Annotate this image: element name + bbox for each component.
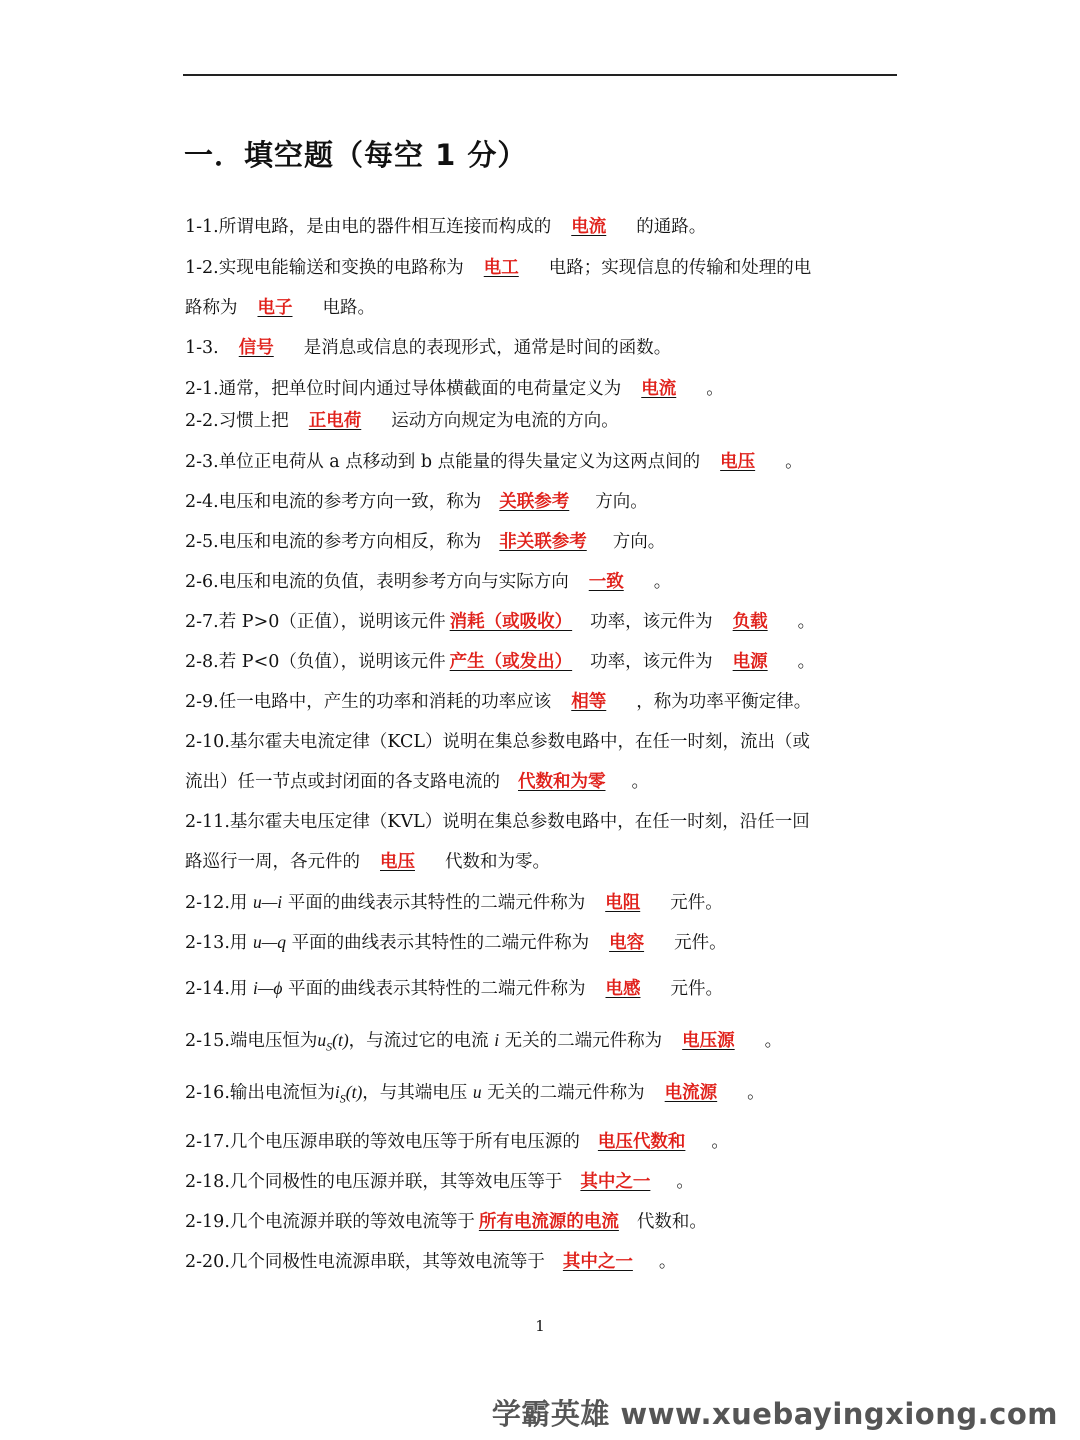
- answer-text: 信号: [238, 338, 274, 358]
- question-text: 2-4.电压和电流的参考方向一致，称为: [185, 492, 482, 512]
- question-text: 方向。: [595, 492, 648, 512]
- answer-blank: [446, 652, 591, 672]
- question-text: 功率，该元件为: [590, 652, 713, 672]
- question-text: 2-10.基尔霍夫电流定律（KCL）说明在集总参数电路中，在任一时刻，流出（或: [185, 732, 810, 752]
- question-text: 电路。: [322, 298, 375, 318]
- answer-blank: [569, 572, 654, 592]
- answer-blank: [481, 532, 613, 552]
- answer-blank: [219, 338, 304, 358]
- answer-text: 负载: [732, 612, 768, 632]
- question-line: [185, 1169, 694, 1195]
- answer-text: 电流: [571, 217, 607, 237]
- question-line: [185, 849, 550, 875]
- math-symbol: (t): [332, 1030, 349, 1050]
- answer-blank: [562, 1172, 676, 1192]
- math-symbol: u: [317, 1030, 327, 1050]
- question-text: 元件。: [670, 979, 723, 999]
- question-text: 运动方向规定为电流的方向。: [391, 411, 619, 431]
- question-text: 1-1.所谓电路，是由电的器件相互连接而构成的: [185, 217, 552, 237]
- question-text: 2-15.端电压恒为: [185, 1031, 318, 1051]
- question-text: 2-19.几个电流源并联的等效电流等于: [185, 1212, 475, 1232]
- question-text: 2-1.通常，把单位时间内通过导体横截面的电荷量定义为: [185, 379, 622, 399]
- answer-text: 电子: [257, 298, 293, 318]
- top-rule: [183, 74, 897, 76]
- answer-blank: [621, 379, 706, 399]
- answer-blank: [475, 1212, 637, 1232]
- answer-text: 关联参考: [499, 492, 570, 512]
- question-text: 平面的曲线表示其特性的二端元件称为: [286, 933, 590, 953]
- answer-blank: [586, 979, 671, 999]
- answer-blank: [585, 893, 670, 913]
- answer-blank: [446, 612, 591, 632]
- answer-text: 电流源: [664, 1083, 718, 1103]
- question-text: 是消息或信息的表现形式，通常是时间的函数。: [303, 338, 672, 358]
- question-line: [185, 214, 706, 240]
- question-text: 2-9.任一电路中，产生的功率和消耗的功率应该: [185, 692, 552, 712]
- question-text: 无关的二端元件称为: [481, 1083, 645, 1103]
- math-symbol: u: [472, 1082, 482, 1102]
- question-text: 代数和为零。: [445, 852, 550, 872]
- question-line: [185, 649, 815, 675]
- question-text: 2-17.几个电压源串联的等效电压等于所有电压源的: [185, 1132, 580, 1152]
- question-text: 1-3.: [185, 338, 219, 358]
- question-text: 方向。: [612, 532, 666, 552]
- answer-blank: [289, 411, 392, 431]
- question-text: 。: [785, 452, 803, 472]
- answer-blank: [545, 1252, 659, 1272]
- question-line: [185, 929, 727, 955]
- answer-text: 电源: [732, 652, 768, 672]
- answer-text: 代数和为零: [518, 772, 606, 792]
- question-line: [185, 769, 649, 795]
- question-line: [185, 975, 723, 1001]
- question-text: 2-2.习惯上把: [185, 411, 289, 431]
- question-text: 元件。: [674, 933, 727, 953]
- question-line: [185, 1209, 707, 1235]
- answer-blank: [645, 1083, 748, 1103]
- question-text: 平面的曲线表示其特性的二端元件称为: [282, 893, 586, 913]
- answer-text: 相等: [571, 692, 607, 712]
- question-text: 2-16.输出电流恒为: [185, 1083, 335, 1103]
- question-text: 。: [797, 612, 816, 632]
- question-text: 元件。: [670, 893, 723, 913]
- answer-blank: [481, 492, 595, 512]
- question-text: 1-2.实现电能输送和变换的电路称为: [185, 258, 464, 278]
- page-number: 1: [535, 1317, 545, 1335]
- watermark: 学霸英雄 www.xuebayingxiong.com: [491, 1397, 1058, 1431]
- question-text: 2-11.基尔霍夫电压定律（KVL）说明在集总参数电路中，在任一时刻，沿任一回: [185, 812, 810, 832]
- answer-blank: [551, 692, 636, 712]
- question-line: [185, 529, 665, 555]
- answer-text: 正电荷: [308, 411, 362, 431]
- question-line: [185, 1027, 782, 1053]
- question-text: ，与其端电压: [362, 1083, 473, 1103]
- answer-text: 消耗（或吸收）: [449, 612, 573, 632]
- answer-blank: [662, 1031, 765, 1051]
- question-text: 。: [658, 1252, 677, 1272]
- answer-text: 电压代数和: [597, 1132, 686, 1152]
- answer-blank: [238, 298, 323, 318]
- question-line: [185, 689, 811, 715]
- answer-blank: [464, 258, 549, 278]
- answer-text: 产生（或发出）: [449, 652, 573, 672]
- answer-text: 电压: [720, 452, 756, 472]
- answer-text: 电工: [483, 258, 519, 278]
- question-line: [185, 729, 810, 755]
- question-text: 的通路。: [636, 217, 707, 237]
- question-line: [185, 449, 803, 475]
- answer-blank: [500, 772, 632, 792]
- math-symbol: i—ϕ: [252, 978, 283, 998]
- answer-blank: [360, 852, 445, 872]
- question-line: [185, 408, 619, 434]
- question-text: 电路；实现信息的传输和处理的电: [548, 258, 812, 278]
- answer-blank: [589, 933, 674, 953]
- math-symbol: i: [334, 1082, 340, 1102]
- question-line: [185, 1249, 676, 1275]
- math-symbol: (t): [345, 1082, 363, 1102]
- question-text: 2-6.电压和电流的负值，表明参考方向与实际方向: [185, 572, 569, 592]
- question-text: 。: [676, 1172, 694, 1192]
- section-title: 一．填空题（每空 1 分）: [184, 138, 528, 172]
- question-text: 。: [706, 379, 724, 399]
- question-text: 。: [764, 1031, 783, 1051]
- answer-blank: [580, 1132, 712, 1152]
- question-text: 2-8.若 P<0（负值），说明该元件: [185, 652, 446, 672]
- math-symbol: i: [494, 1030, 500, 1050]
- question-line: [185, 809, 810, 835]
- answer-text: 电容: [609, 933, 645, 953]
- question-text: 2-5.电压和电流的参考方向相反，称为: [185, 532, 482, 552]
- question-text: 2-20.几个同极性电流源串联，其等效电流等于: [185, 1252, 545, 1272]
- question-line: [185, 889, 723, 915]
- answer-blank: [713, 652, 798, 672]
- question-line: [185, 335, 671, 361]
- question-text: 流出）任一节点或封闭面的各支路电流的: [185, 772, 500, 792]
- answer-text: 其中之一: [580, 1172, 651, 1192]
- question-text: 2-14.用: [185, 979, 253, 999]
- question-text: 。: [711, 1132, 729, 1152]
- answer-text: 电感: [605, 979, 641, 999]
- question-text: 平面的曲线表示其特性的二端元件称为: [282, 979, 586, 999]
- question-text: 2-3.单位正电荷从 a 点移动到 b 点能量的得失量定义为这两点间的: [185, 452, 701, 472]
- question-text: 。: [797, 652, 816, 672]
- question-text: 2-7.若 P>0（正值），说明该元件: [185, 612, 446, 632]
- question-text: 。: [631, 772, 649, 792]
- question-text: ，与流过它的电流: [348, 1031, 495, 1051]
- question-text: 。: [747, 1083, 765, 1103]
- answer-text: 电阻: [605, 893, 641, 913]
- math-symbol: u—q: [252, 932, 287, 952]
- answer-text: 一致: [588, 572, 624, 592]
- question-line: [185, 609, 815, 635]
- answer-blank: [700, 452, 785, 472]
- question-text: 。: [653, 572, 672, 592]
- question-line: [185, 1129, 729, 1155]
- question-line: [185, 376, 724, 402]
- question-text: 路巡行一周，各元件的: [185, 852, 360, 872]
- question-text: 代数和。: [636, 1212, 707, 1232]
- question-line: [185, 489, 648, 515]
- answer-blank: [551, 217, 636, 237]
- question-line: [185, 569, 671, 595]
- question-text: 功率，该元件为: [590, 612, 713, 632]
- answer-text: 非关联参考: [499, 532, 587, 552]
- question-text: 路称为: [185, 298, 238, 318]
- question-line: [185, 295, 375, 321]
- answer-text: 电流: [641, 379, 677, 399]
- answer-text: 电压源: [682, 1031, 735, 1051]
- answer-blank: [713, 612, 798, 632]
- math-subscript: S: [339, 1091, 346, 1106]
- question-text: 2-18.几个同极性的电压源并联，其等效电压等于: [185, 1172, 563, 1192]
- math-subscript: S: [326, 1039, 333, 1054]
- question-text: 无关的二端元件称为: [499, 1031, 663, 1051]
- math-symbol: u—i: [252, 892, 283, 912]
- question-line: [185, 1079, 765, 1105]
- question-text: 2-12.用: [185, 893, 253, 913]
- answer-text: 电压: [380, 852, 415, 872]
- question-text: 2-13.用: [185, 933, 253, 953]
- question-line: [185, 255, 811, 281]
- answer-text: 其中之一: [562, 1252, 633, 1272]
- question-text: ，称为功率平衡定律。: [636, 692, 812, 712]
- answer-text: 所有电流源的电流: [478, 1212, 619, 1232]
